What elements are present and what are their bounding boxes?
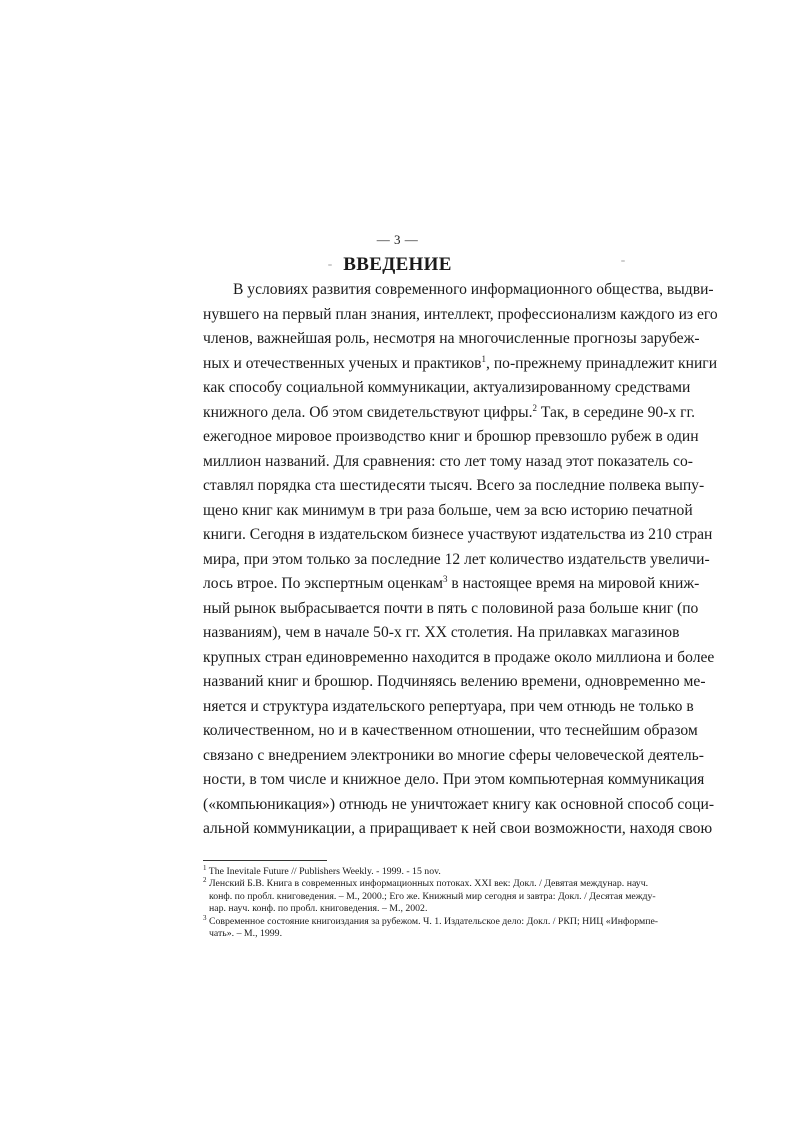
text-line: нувшего на первый план знания, интеллект, профессионализм каждого из его: [203, 305, 718, 323]
text-line: ности, в том числе и книжное дело. При этом компьютерная коммуникация: [203, 771, 705, 788]
text-segment: Так, в середине 90-х гг.: [537, 403, 696, 421]
text-line: В условиях развития современного информационного общества, выдви-: [233, 281, 714, 298]
text-line: мира, при этом только за последние 12 лет количество издательств увеличи-: [203, 550, 710, 568]
text-line: [203, 401, 696, 426]
footnote-number: 3: [203, 913, 207, 922]
footnote-1: [203, 866, 646, 878]
footnote-text: Ленский Б.В. Книга в современных информационных потоках. XXI век: Докл. / Девятая междунар. науч.: [208, 878, 649, 890]
text-segment: ных и отечественных ученых и практиков: [203, 354, 482, 372]
text-line: связано с внедрением электроники во многие сферы человеческой деятель-: [203, 746, 704, 764]
footnote-text: Современное состояние книгоиздания за рубежом. Ч. 1. Издательское дело: Докл. / РКП; НИЦ «Информпе-: [208, 915, 659, 927]
text-line: ежегодное мировое производство книг и брошюр превзошло рубеж в один: [203, 428, 699, 445]
text-line: как способу социальной коммуникации, актуализированному средствами: [203, 379, 691, 396]
footnote-line: [203, 866, 646, 878]
text-line: названиям), чем в начале 50-х гг. XX столетия. На прилавках магазинов: [203, 624, 680, 641]
text-line: количественном, но и в качественном отношении, что теснейшим образом: [203, 722, 698, 739]
text-segment: в настоящее время на мировой книж-: [447, 575, 700, 592]
footnote-ref: 2: [532, 402, 538, 413]
text-line: («компьюникация») отнюдь не уничтожает книгу как основной способ соци-: [203, 795, 715, 813]
text-segment: , по-прежнему принадлежит книги: [486, 354, 718, 372]
footnotes: [203, 864, 659, 940]
text-line: [203, 352, 718, 377]
text-line: ставлял порядка ста шестидесяти тысяч. Всего за последние полвека выпу-: [203, 477, 705, 494]
footnote-number: 1: [203, 864, 207, 872]
section-heading: ВВЕДЕНИЕ: [343, 254, 452, 275]
text-line: членов, важнейшая роль, несмотря на многочисленные прогнозы зарубеж-: [203, 330, 700, 347]
footnote-ref: 1: [481, 353, 487, 364]
footnote-line: [203, 913, 659, 928]
footnote-divider: [203, 860, 327, 861]
text-line: щено книг как минимум в три раза больше, чем за всю историю печатной: [203, 501, 693, 519]
body-text: [203, 278, 718, 842]
text-line: названий книг и брошюр. Подчиняясь велению времени, одновременно ме-: [203, 673, 706, 690]
footnote-2: [203, 876, 656, 915]
footnote-line: чать». – М., 1999.: [209, 928, 283, 940]
footnote-line: конф. по пробл. книговедения. – М., 2000.; Его же. Книжный мир сегодня и завтра: Докл. / Десятая между-: [209, 890, 656, 902]
text-line: миллион названий. Для сравнения: сто лет тому назад этот показатель со-: [203, 452, 693, 470]
text-segment: книжного дела. Об этом свидетельствуют цифры.: [203, 403, 533, 421]
footnote-line: нар. науч. конф. по пробл. книговедения. – М., 2002.: [209, 903, 428, 915]
page-number: — 3 —: [376, 232, 419, 247]
text-line: няется и структура издательского репертуара, при чем отнюдь не только в: [203, 697, 694, 715]
footnote-number: 2: [203, 876, 207, 885]
footnote-text: The Inevitale Future // Publishers Weekly. - 1999. - 15 nov.: [208, 866, 441, 877]
footnote-line: [203, 876, 649, 890]
footnote-3: [203, 913, 659, 941]
text-line: книги. Сегодня в издательском бизнесе участвуют издательства из 210 стран: [203, 526, 713, 543]
text-line: альной коммуникации, а приращивает к ней свои возможности, находя свою: [203, 820, 713, 837]
text-line: ный рынок выбрасывается почти в пять с половиной раза больше книг (по: [203, 599, 699, 617]
text-line: крупных стран единовременно находится в продаже около миллиона и более: [203, 648, 715, 666]
text-line: [203, 572, 700, 597]
footnote-ref: 3: [442, 574, 448, 584]
text-segment: лось втрое. По экспертным оценкам: [203, 575, 443, 592]
